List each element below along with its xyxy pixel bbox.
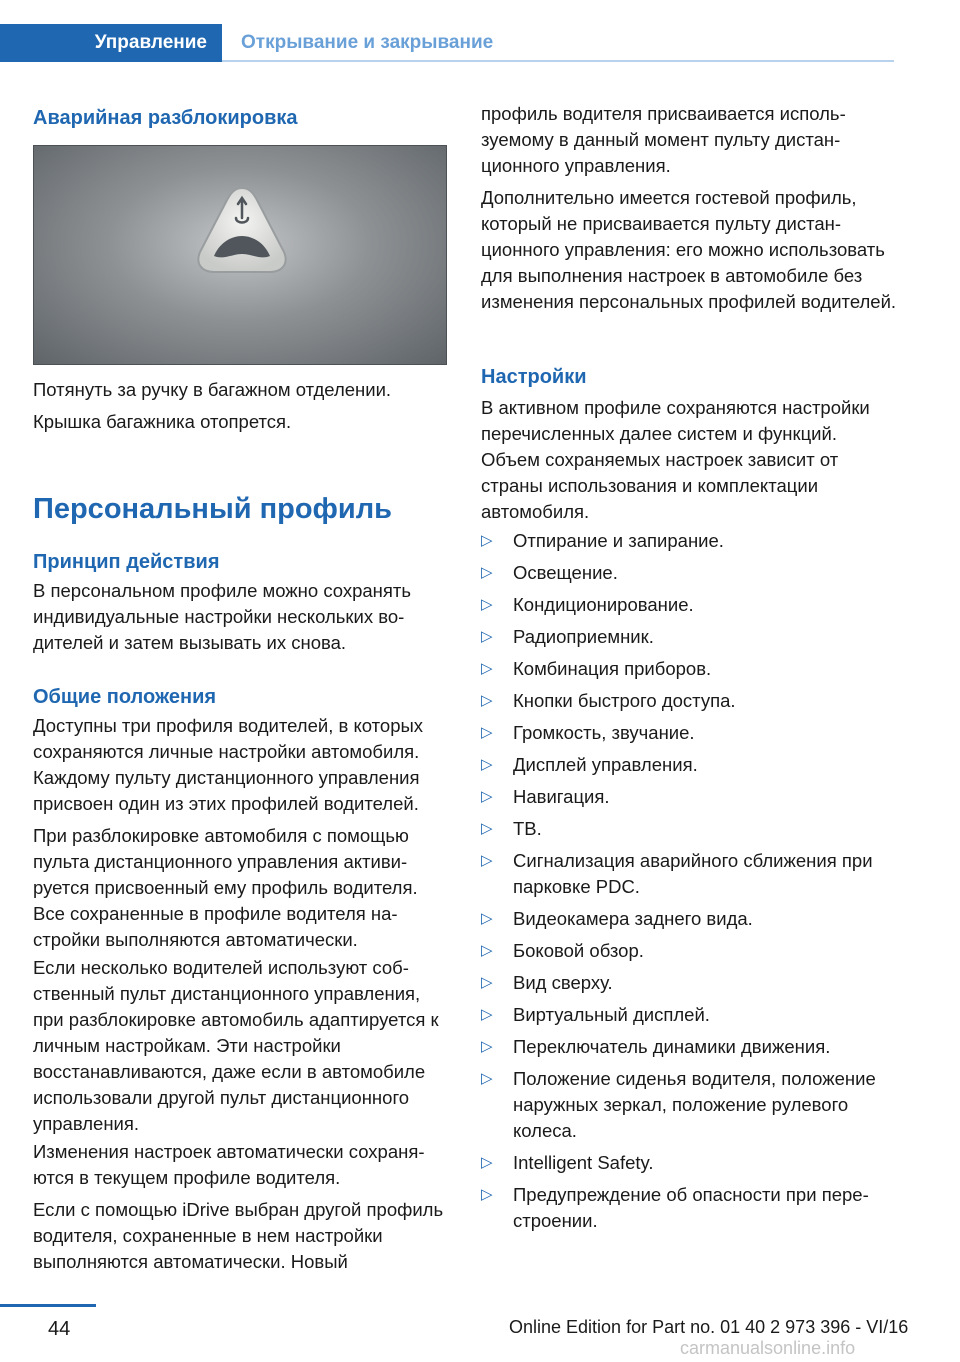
caption-lid-unlocks: Крышка багажника отопрется. (33, 411, 292, 432)
guest-profile-text: Дополнительно имеется гостевой профиль, который не присваивается пульту дистанционного управления: его можно использовать для выполнения настроек в автомобиле без изменения персональных профилей водителей. (481, 187, 897, 312)
list-item-text: Радиоприемник. (513, 626, 654, 647)
list-item (481, 1002, 901, 1028)
triangle-bullet-icon: ▷ (481, 660, 493, 677)
subsection-title-principle: Принцип действия (33, 551, 220, 573)
list-item (481, 560, 901, 586)
triangle-bullet-icon: ▷ (481, 692, 493, 709)
list-item-text: Навигация. (513, 786, 610, 807)
list-item (481, 1066, 901, 1144)
triangle-bullet-icon: ▷ (481, 788, 493, 805)
list-item (481, 906, 901, 932)
list-item-text: Вид сверху. (513, 972, 613, 993)
list-item (481, 656, 901, 682)
list-item-text: Комбинация приборов. (513, 658, 712, 679)
list-item-text: Виртуальный дисплей. (513, 1004, 710, 1025)
header-divider (222, 60, 894, 62)
header-tab-inactive[interactable]: Открывание и закрывание (241, 32, 494, 53)
triangle-bullet-icon: ▷ (481, 628, 493, 645)
general-paragraph-2: При разблокировке автомобиля с помощью пульта дистанционного управления активируется присвоенный ему профиль водителя. Все сохраненные в профиле водителя настройки выполняются автоматически. (33, 825, 418, 950)
triangle-bullet-icon: ▷ (481, 1070, 493, 1087)
list-item-text: Кнопки быстрого доступа. (513, 690, 736, 711)
list-item-text: Видеокамера заднего вида. (513, 908, 753, 929)
list-item (481, 688, 901, 714)
list-item-text: ТВ. (513, 818, 542, 839)
page-number: 44 (48, 1318, 71, 1340)
triangle-bullet-icon: ▷ (481, 942, 493, 959)
section-title-emergency-unlock: Аварийная разблокировка (33, 107, 298, 129)
triangle-bullet-icon: ▷ (481, 820, 493, 837)
list-item (481, 528, 901, 554)
list-item (481, 970, 901, 996)
list-item-text: Громкость, звучание. (513, 722, 695, 743)
footer-edition-text: Online Edition for Part no. 01 40 2 973 396 - VI/16 (509, 1317, 909, 1337)
list-item (481, 752, 901, 778)
settings-text: В активном профиле сохраняются настройки перечисленных далее систем и функций. Объем сохраняемых настроек зависит от страны использования и комплектации автомобиля. (481, 397, 870, 522)
header-tab-active[interactable]: Управление (0, 24, 222, 62)
section-title-personal-profile: Персональный профиль (33, 493, 392, 525)
list-item (481, 784, 901, 810)
caption-pull-handle: Потянуть за ручку в багажном отделении. (33, 379, 392, 400)
trunk-release-photo (33, 145, 447, 365)
list-item (481, 848, 901, 900)
list-item (481, 938, 901, 964)
list-item (481, 592, 901, 618)
general-paragraph-5: Если с помощью iDrive выбран другой профиль водителя, сохраненные в нем настройки выполняются автоматически. Новый (33, 1199, 444, 1272)
triangle-bullet-icon: ▷ (481, 1006, 493, 1023)
triangle-bullet-icon: ▷ (481, 532, 493, 549)
list-item-text: Сигнализация аварийного сближения при парковке PDC. (513, 850, 873, 897)
watermark: carmanualsonline.info (680, 1338, 856, 1358)
triangle-bullet-icon: ▷ (481, 564, 493, 581)
footer-divider (0, 1304, 96, 1307)
list-item-text: Отпирание и запирание. (513, 530, 724, 551)
triangle-bullet-icon: ▷ (481, 724, 493, 741)
triangle-bullet-icon: ▷ (481, 596, 493, 613)
triangle-bullet-icon: ▷ (481, 974, 493, 991)
general-paragraph-4: Изменения настроек автоматически сохраняются в текущем профиле водителя. (33, 1141, 425, 1188)
list-item-text: Освещение. (513, 562, 618, 583)
triangle-bullet-icon: ▷ (481, 1154, 493, 1171)
list-item-text: Intelligent Safety. (513, 1152, 654, 1173)
list-item-text: Положение сиденья водителя, положение наружных зеркал, положение рулевого колеса. (513, 1068, 876, 1141)
list-item-text: Боковой обзор. (513, 940, 644, 961)
list-item (481, 1150, 901, 1176)
list-item-text: Переключатель динамики движения. (513, 1036, 831, 1057)
list-item-text: Кондиционирование. (513, 594, 694, 615)
triangle-bullet-icon: ▷ (481, 1186, 493, 1203)
triangle-bullet-icon: ▷ (481, 1038, 493, 1055)
subsection-title-settings: Настройки (481, 366, 587, 388)
list-item (481, 624, 901, 650)
list-item-text: Дисплей управления. (513, 754, 698, 775)
general-paragraph-3: Если несколько водителей используют собственный пульт дистанционного управления, при разблокировке автомобиль адаптируется к личным настройкам. Эти настройки восстанавливаются, даже если в автомобиле использовали другой пульт дистанционного управления. (33, 957, 439, 1134)
subsection-title-general: Общие положения (33, 686, 217, 708)
triangle-bullet-icon: ▷ (481, 910, 493, 927)
list-item (481, 720, 901, 746)
trunk-release-handle-icon (194, 184, 290, 276)
list-item-text: Предупреждение об опасности при перестроении. (513, 1184, 869, 1231)
triangle-bullet-icon: ▷ (481, 852, 493, 869)
general-paragraph-1: Доступны три профиля водителей, в которых сохраняются личные настройки автомобиля. Каждому пульту дистанционного управления присвоен один из этих профилей водителей. (33, 715, 424, 814)
settings-list (481, 528, 901, 1240)
list-item (481, 1034, 901, 1060)
principle-text: В персональном профиле можно сохранять индивидуальные настройки нескольких водителей и затем вызывать их снова. (33, 580, 412, 653)
list-item (481, 1182, 901, 1234)
list-item (481, 816, 901, 842)
continuation-text: профиль водителя присваивается используемому в данный момент пульту дистанционного управления. (481, 103, 846, 176)
triangle-bullet-icon: ▷ (481, 756, 493, 773)
